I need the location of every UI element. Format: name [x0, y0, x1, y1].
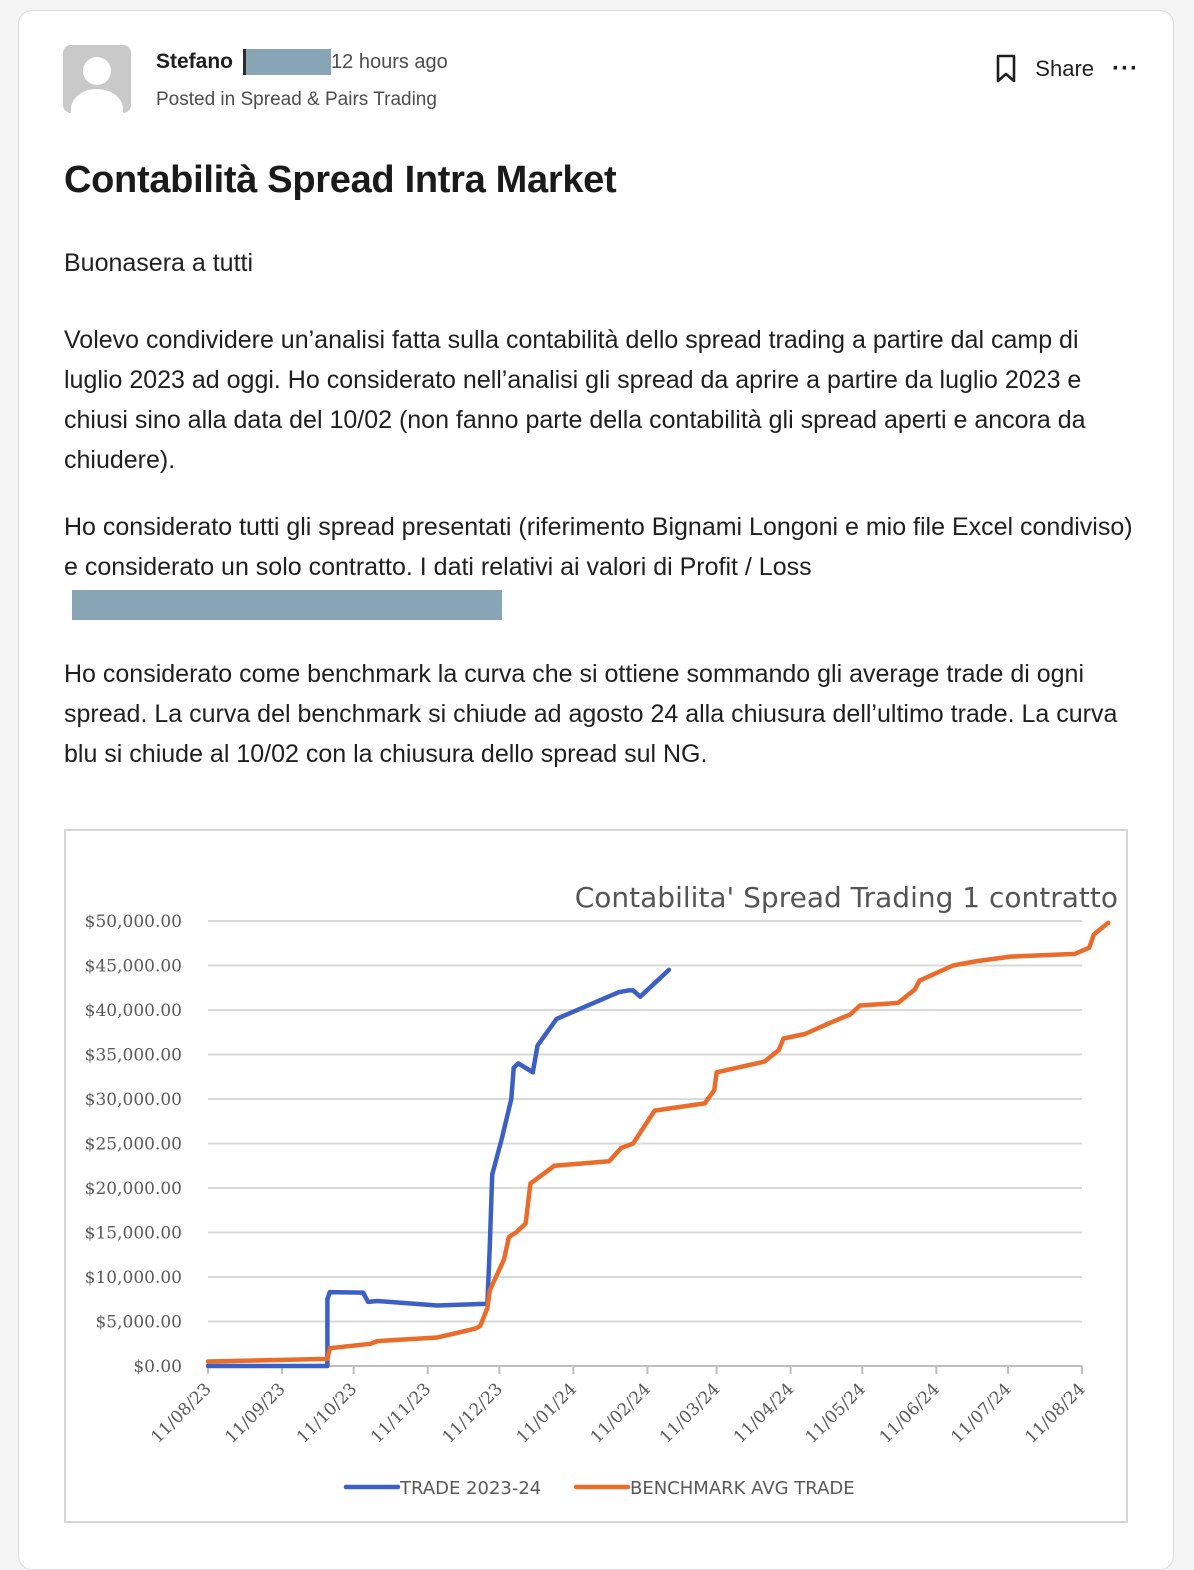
x-tick-label: 11/11/23 [367, 1379, 436, 1448]
author-row [156, 49, 448, 75]
x-tick-label: 11/02/24 [586, 1379, 655, 1448]
y-tick-label: $45,000.00 [84, 956, 182, 977]
more-options-icon[interactable]: ··· [1112, 55, 1139, 82]
y-tick-label: $50,000.00 [84, 912, 182, 932]
redacted-name-block [243, 49, 331, 75]
legend-label: TRADE 2023-24 [400, 1478, 542, 1499]
y-tick-label: $20,000.00 [84, 1179, 182, 1199]
x-tick-label: 11/08/23 [147, 1379, 216, 1448]
author-name[interactable]: Stefano [156, 50, 234, 73]
x-tick-label: 11/03/24 [656, 1379, 725, 1448]
posted-in-category[interactable]: Posted in Spread & Pairs Trading [156, 89, 437, 110]
bookmark-icon[interactable] [995, 54, 1017, 84]
chart-title: Contabilita' Spread Trading 1 contratto [574, 881, 1118, 914]
x-tick-label: 11/01/24 [512, 1379, 581, 1448]
chart-image [64, 829, 1128, 1523]
y-tick-label: $10,000.00 [84, 1268, 182, 1288]
avatar-head-shape [83, 57, 111, 85]
avatar[interactable] [63, 45, 131, 113]
paragraph-greeting: Buonasera a tutti [64, 249, 254, 277]
y-tick-label: $25,000.00 [84, 1134, 182, 1155]
post-card [18, 10, 1174, 1570]
paragraph-intro: Volevo condividere un’analisi fatta sulla contabilità dello spread trading a partire dal camp di luglio 2023 ad oggi. Ho considerato nell’analisi gli spread da aprire a partire da luglio 2023 e chiusi sino alla data del 10/02 (non fanno parte della contabilità gli spread aperti e ancora da chiudere). [64, 326, 1086, 474]
post-actions [995, 54, 1139, 84]
equity-chart [66, 831, 1126, 1521]
legend-label: BENCHMARK AVG TRADE [630, 1478, 855, 1499]
y-tick-label: $35,000.00 [84, 1045, 182, 1066]
avatar-body-shape [71, 89, 123, 113]
paragraph-benchmark: Ho considerato come benchmark la curva che si ottiene sommando gli average trade di ogni spread. La curva del benchmark si chiude ad agosto 24 alla chiusura dell’ultimo trade. La curva blu si chiude al 10/02 con la chiusura dello spread sul NG. [64, 660, 1118, 768]
y-tick-label: $15,000.00 [84, 1223, 182, 1244]
series-line-trade [208, 970, 669, 1366]
x-tick-label: 11/04/24 [730, 1379, 799, 1448]
y-tick-label: $40,000.00 [84, 1001, 182, 1021]
x-tick-label: 11/12/23 [438, 1379, 507, 1448]
x-tick-label: 11/09/23 [221, 1379, 290, 1448]
redacted-text-block [72, 590, 502, 620]
series-line-benchmark [208, 923, 1108, 1362]
x-tick-label: 11/08/24 [1021, 1379, 1090, 1448]
paragraph-method-text: Ho considerato tutti gli spread presentati (riferimento Bignami Longoni e mio file Excel condiviso) e considerato un solo contratto. I dati relativi ai valori di Profit / Loss [64, 513, 1133, 581]
paragraph-method [64, 507, 1134, 627]
y-tick-label: $0.00 [133, 1357, 182, 1377]
x-tick-label: 11/06/24 [875, 1379, 944, 1448]
post-title: Contabilità Spread Intra Market [64, 159, 617, 201]
y-tick-label: $5,000.00 [95, 1312, 182, 1333]
share-button[interactable]: Share [1035, 56, 1095, 81]
x-tick-label: 11/05/24 [801, 1379, 870, 1448]
x-tick-label: 11/07/24 [947, 1379, 1016, 1448]
post-time: 12 hours ago [331, 50, 448, 73]
y-tick-label: $30,000.00 [84, 1090, 182, 1110]
x-tick-label: 11/10/23 [293, 1379, 362, 1448]
